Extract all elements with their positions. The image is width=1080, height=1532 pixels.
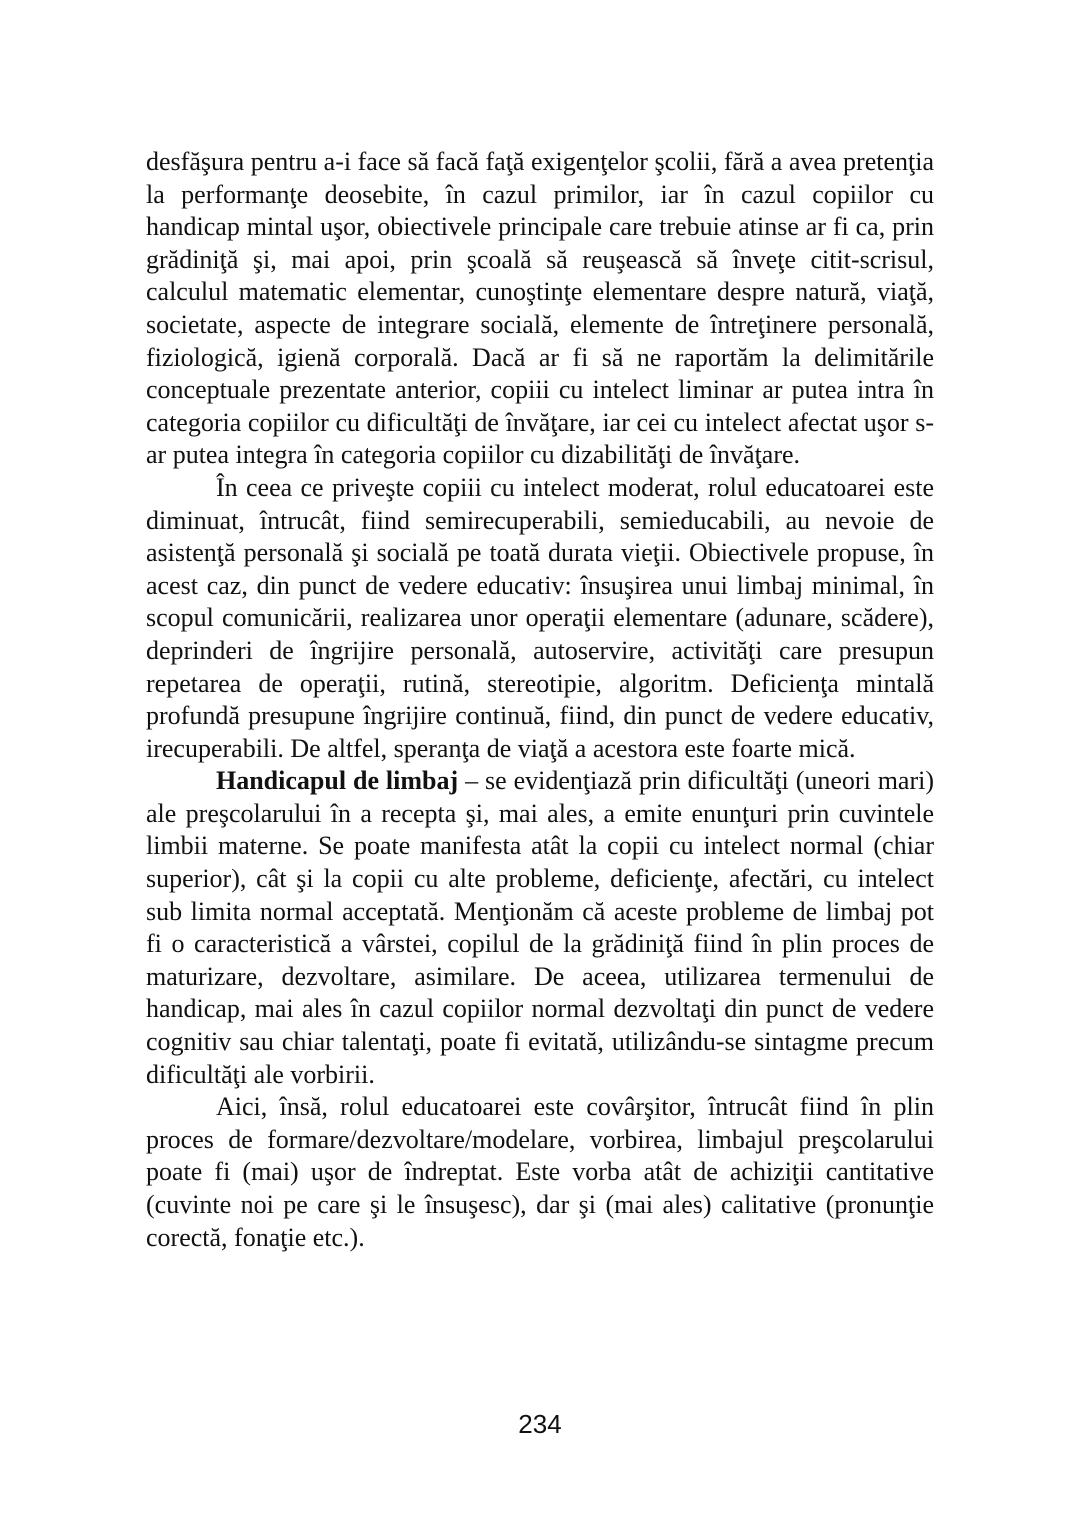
paragraph-3-body: – se evidenţiază prin dificultăţi (uneori mari) ale preşcolarului în a recepta şi, mai ales, a emite enunţuri prin cuvintele limbii materne. Se poate manifesta atât la copii cu intelect normal (chiar superior), cât şi la copii cu alte probleme, deficienţe, afectări, cu intelect sub limita normal acceptată. Menţionăm că aceste probleme de limbaj pot fi o caracteristică a vârstei, copilul de la grădiniţă fiind în plin proces de maturizare, dezvoltare, asimilare. De aceea, utilizarea termenului de handicap, mai ales în cazul copiilor normal dezvoltaţi din punct de vedere cognitiv sau chiar talentaţi, poate fi evitată, utilizându-se sintagme precum dificultăţi ale vorbirii.: [146, 766, 935, 1089]
paragraph-2: În ceea ce priveşte copiii cu intelect moderat, rolul educatoarei este diminuat, întrucât, fiind semirecuperabili, semieducabili, au nevoie de asistenţă personală şi socială pe toată durata vieţii. Obiectivele propuse, în acest caz, din punct de vedere educativ: însuşirea unui limbaj minimal, în scopul comunicării, realizarea unor operaţii elementare (adunare, scădere), deprinderi de îngrijire personală, autoservire, activităţi care presupun repetarea de operaţii, rutină, stereotipie, algoritm. Deficienţa mintală profundă presupune îngrijire continuă, fiind, din punct de vedere educativ, irecuperabili. De altfel, speranţa de viaţă a acestora este foarte mică.: [146, 472, 934, 763]
paragraph-1: desfăşura pentru a-i face să facă faţă exigenţelor şcolii, fără a avea pretenţia la performanţe deosebite, în cazul primilor, iar în cazul copiilor cu handicap mintal uşor, obiectivele principale care trebuie atinse ar fi ca, prin grădiniţă şi, mai apoi, prin şcoală să reuşească să înveţe citit-scrisul, calculul matematic elementar, cunoştinţe elementare despre natură, viaţă, societate, aspecte de integrare socială, elemente de întreţinere personală, fiziologică, igienă corporală. Dacă ar fi să ne raportăm la delimitările conceptuale prezentate anterior, copiii cu intelect liminar ar putea intra în categoria copiilor cu dificultăţi de învăţare, iar cei cu intelect afectat uşor s-ar putea integra în categoria copiilor cu dizabilităţi de învăţare.: [146, 147, 934, 470]
term-handicapul-de-limbaj: Handicapul de limbaj: [216, 766, 459, 796]
paragraph-3: [146, 765, 934, 1091]
page-body: [146, 146, 934, 1254]
paragraph-4: Aici, însă, rolul educatoarei este covârşitor, întrucât fiind în plin proces de formare/dezvoltare/modelare, vorbirea, limbajul preşcolarului poate fi (mai) uşor de îndreptat. Este vorba atât de achiziţii cantitative (cuvinte noi pe care şi le însuşesc), dar şi (mai ales) calitative (pronunţie corectă, fonaţie etc.).: [146, 1092, 934, 1252]
page-number: 234: [518, 1409, 562, 1439]
